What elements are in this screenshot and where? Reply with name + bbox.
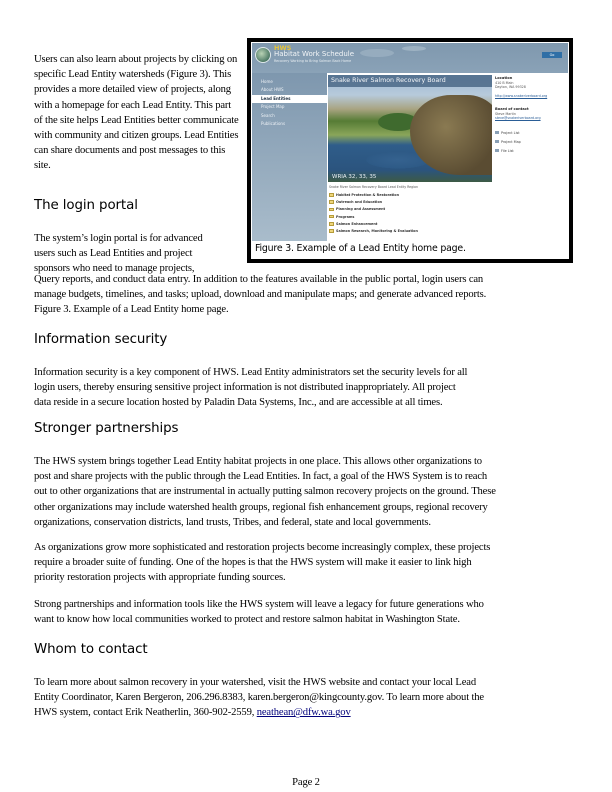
hws-site-header [252,43,568,73]
text-line: The HWS system brings together Lead Entity habitat projects in one place. This allows other organizations to [34,456,482,467]
email-link[interactable]: neathean@dfw.wa.gov [256,707,351,719]
side-link [495,147,567,156]
folder-icon [329,200,334,204]
wria-label: WRIA 32, 33, 35 [332,174,377,180]
river-hero-photo [328,75,492,182]
folder-icon [329,193,334,197]
list-icon [495,131,499,134]
heading-information-security: Information security [34,332,168,347]
nav-item-home: Home [261,79,273,84]
hws-site-name: Habitat Work Schedule [274,50,355,58]
text-line: want to know how local communities worked to protect and restore salmon habitat in Washington State. [34,614,460,626]
nav-item-about-hws: About HWS [261,87,284,93]
folder-item [329,199,418,206]
folder-icon [329,222,334,226]
rocky-hillside [410,95,492,175]
login-paragraph-wide [34,272,594,318]
map-icon [495,140,499,143]
heading-whom-to-contact: Whom to contact [34,642,148,657]
folder-item [329,206,418,213]
text-line: organizations, conservation districts, land trusts, Tribes, and federal, state and local governments. [34,516,431,528]
folder-item [329,228,418,235]
text-line: As organizations grow more sophisticated and restoration projects become increasingly complex, these projects [34,542,491,553]
figure-caption: Figure 3. Example of a Lead Entity home page. [255,243,466,254]
folder-label: Planning and Assessment [336,207,386,212]
partnerships-paragraph-2 [34,540,594,586]
folder-item [329,192,418,199]
folder-label: Habitat Protection & Restoration [336,193,400,197]
folder-item [329,221,418,228]
hws-main-content [327,73,568,241]
folder-label: Salmon Research, Monitoring & Evaluation [336,228,418,233]
file-icon [495,149,499,152]
text-line [34,705,594,720]
contact-heading: Board of contact [495,107,529,112]
folder-item [329,214,418,221]
contact-name: Steve Martin [495,112,516,116]
contact-prefix: HWS system, contact Erik Neatherlin, 360-902-2559, [34,707,257,719]
hero-title: Snake River Salmon Recovery Board [328,75,492,87]
text-line: priority restoration projects with appropriate funding sources. [34,572,286,584]
hws-tagline: Recovery Working to Bring Salmon Back Home [274,59,352,63]
folder-label: Programs [336,214,355,219]
text-line: Information security is a key component of HWS. Lead Entity administrators set the security levels for all [34,367,468,378]
text-line: require a broader suite of funding. One of the hopes is that the HWS system will make it easier to link high [34,557,472,569]
text-line: out to other organizations that are instrumental in actually putting salmon recovery projects on the ground. These [34,486,496,498]
text-line: The system’s login portal is for advanced [34,233,203,244]
heading-login-portal: The login portal [34,198,138,213]
nav-item-publications: Publications [261,120,286,126]
text-line: Entity Coordinator, Karen Bergeron, 206.296.8383, karen.bergeron@kingcounty.gov. To learn more about the [34,692,484,704]
lead-entity-homepage-screenshot [252,43,568,241]
text-line: Strong partnerships and information tools like the HWS system will leave a legacy for future generations who [34,599,484,610]
region-caption: Snake River Salmon Recovery Board Lead Entity Region [329,185,418,189]
entity-info-panel [495,76,567,156]
text-line: login users, thereby ensuring sensitive project information is not distributed inappropriately. All project [34,382,456,394]
nav-item-lead-entities: Lead Entities [252,95,327,103]
nav-item-search: Search [261,112,275,118]
intro-paragraph: Users can also learn about projects by clicking on specific Lead Entity watersheds (Figure 3). This provides a more detailed view of projects, along with a homepage for each Lead Entity. This part of the site helps Lead Entities better communicate with community and citizen groups. Lead Entities can share documents and post messages to this site. [34,54,239,172]
hws-abbr: HWS [274,44,292,52]
location-heading: Location [495,76,513,80]
partnerships-paragraph-1 [34,454,594,530]
text-line: Figure 3. Example of a Lead Entity home page. [34,304,229,316]
header-go-button: Go [542,52,562,58]
website-link: http://www.snakeriverboard.org [495,94,548,98]
side-link [495,138,567,147]
contact-email: steve@snakeriverboard.org [495,116,541,121]
heading-stronger-partnerships: Stronger partnerships [34,421,179,436]
side-link-label: File List [501,148,514,153]
text-line: sponsors who need to manage projects, [34,263,195,275]
figure-3 [247,38,573,263]
nav-item-project-map: Project Map [261,104,285,110]
partnerships-paragraph-3 [34,597,594,627]
folder-label: Salmon Enhancement [336,221,378,226]
text-line: manage budgets, timelines, and tasks; upload, download and manipulate maps; and generate advanced reports. [34,289,487,301]
salmon-banner-icon [402,46,426,51]
contact-paragraph [34,675,594,721]
side-link-label: Project List [501,130,520,135]
login-paragraph-narrow [34,231,264,277]
text-line: post and share projects with the public through the Lead Entities. In fact, a goal of the HWS System is to reach [34,471,488,483]
folder-label: Outreach and Education [336,200,383,205]
page-number: Page 2 [292,777,320,788]
text-line: users such as Lead Entities and project [34,248,193,260]
side-link [495,129,567,138]
location-line: 410 B Main [495,80,514,85]
folder-icon [329,229,334,233]
text-line: data reside in a secure location hosted by Paladin Data Systems, Inc., and are accessible at all times. [34,397,443,409]
salmon-banner-icon [360,49,394,57]
folder-icon [329,215,334,219]
location-line: Dayton, WA 99328 [495,84,526,89]
text-line: other organizations may include watershed health groups, regional fish enhancement groups, regional recovery [34,501,488,513]
folder-list [329,192,418,235]
text-line: To learn more about salmon recovery in your watershed, visit the HWS website and contact your local Lead [34,677,476,688]
folder-icon [329,208,334,212]
hws-sidebar-nav [252,73,327,241]
hws-globe-logo-icon [255,47,271,63]
side-link-label: Project Map [501,139,521,144]
security-paragraph [34,365,582,411]
text-line: Query reports, and conduct data entry. In addition to the features available in the public portal, login users can [34,274,484,285]
